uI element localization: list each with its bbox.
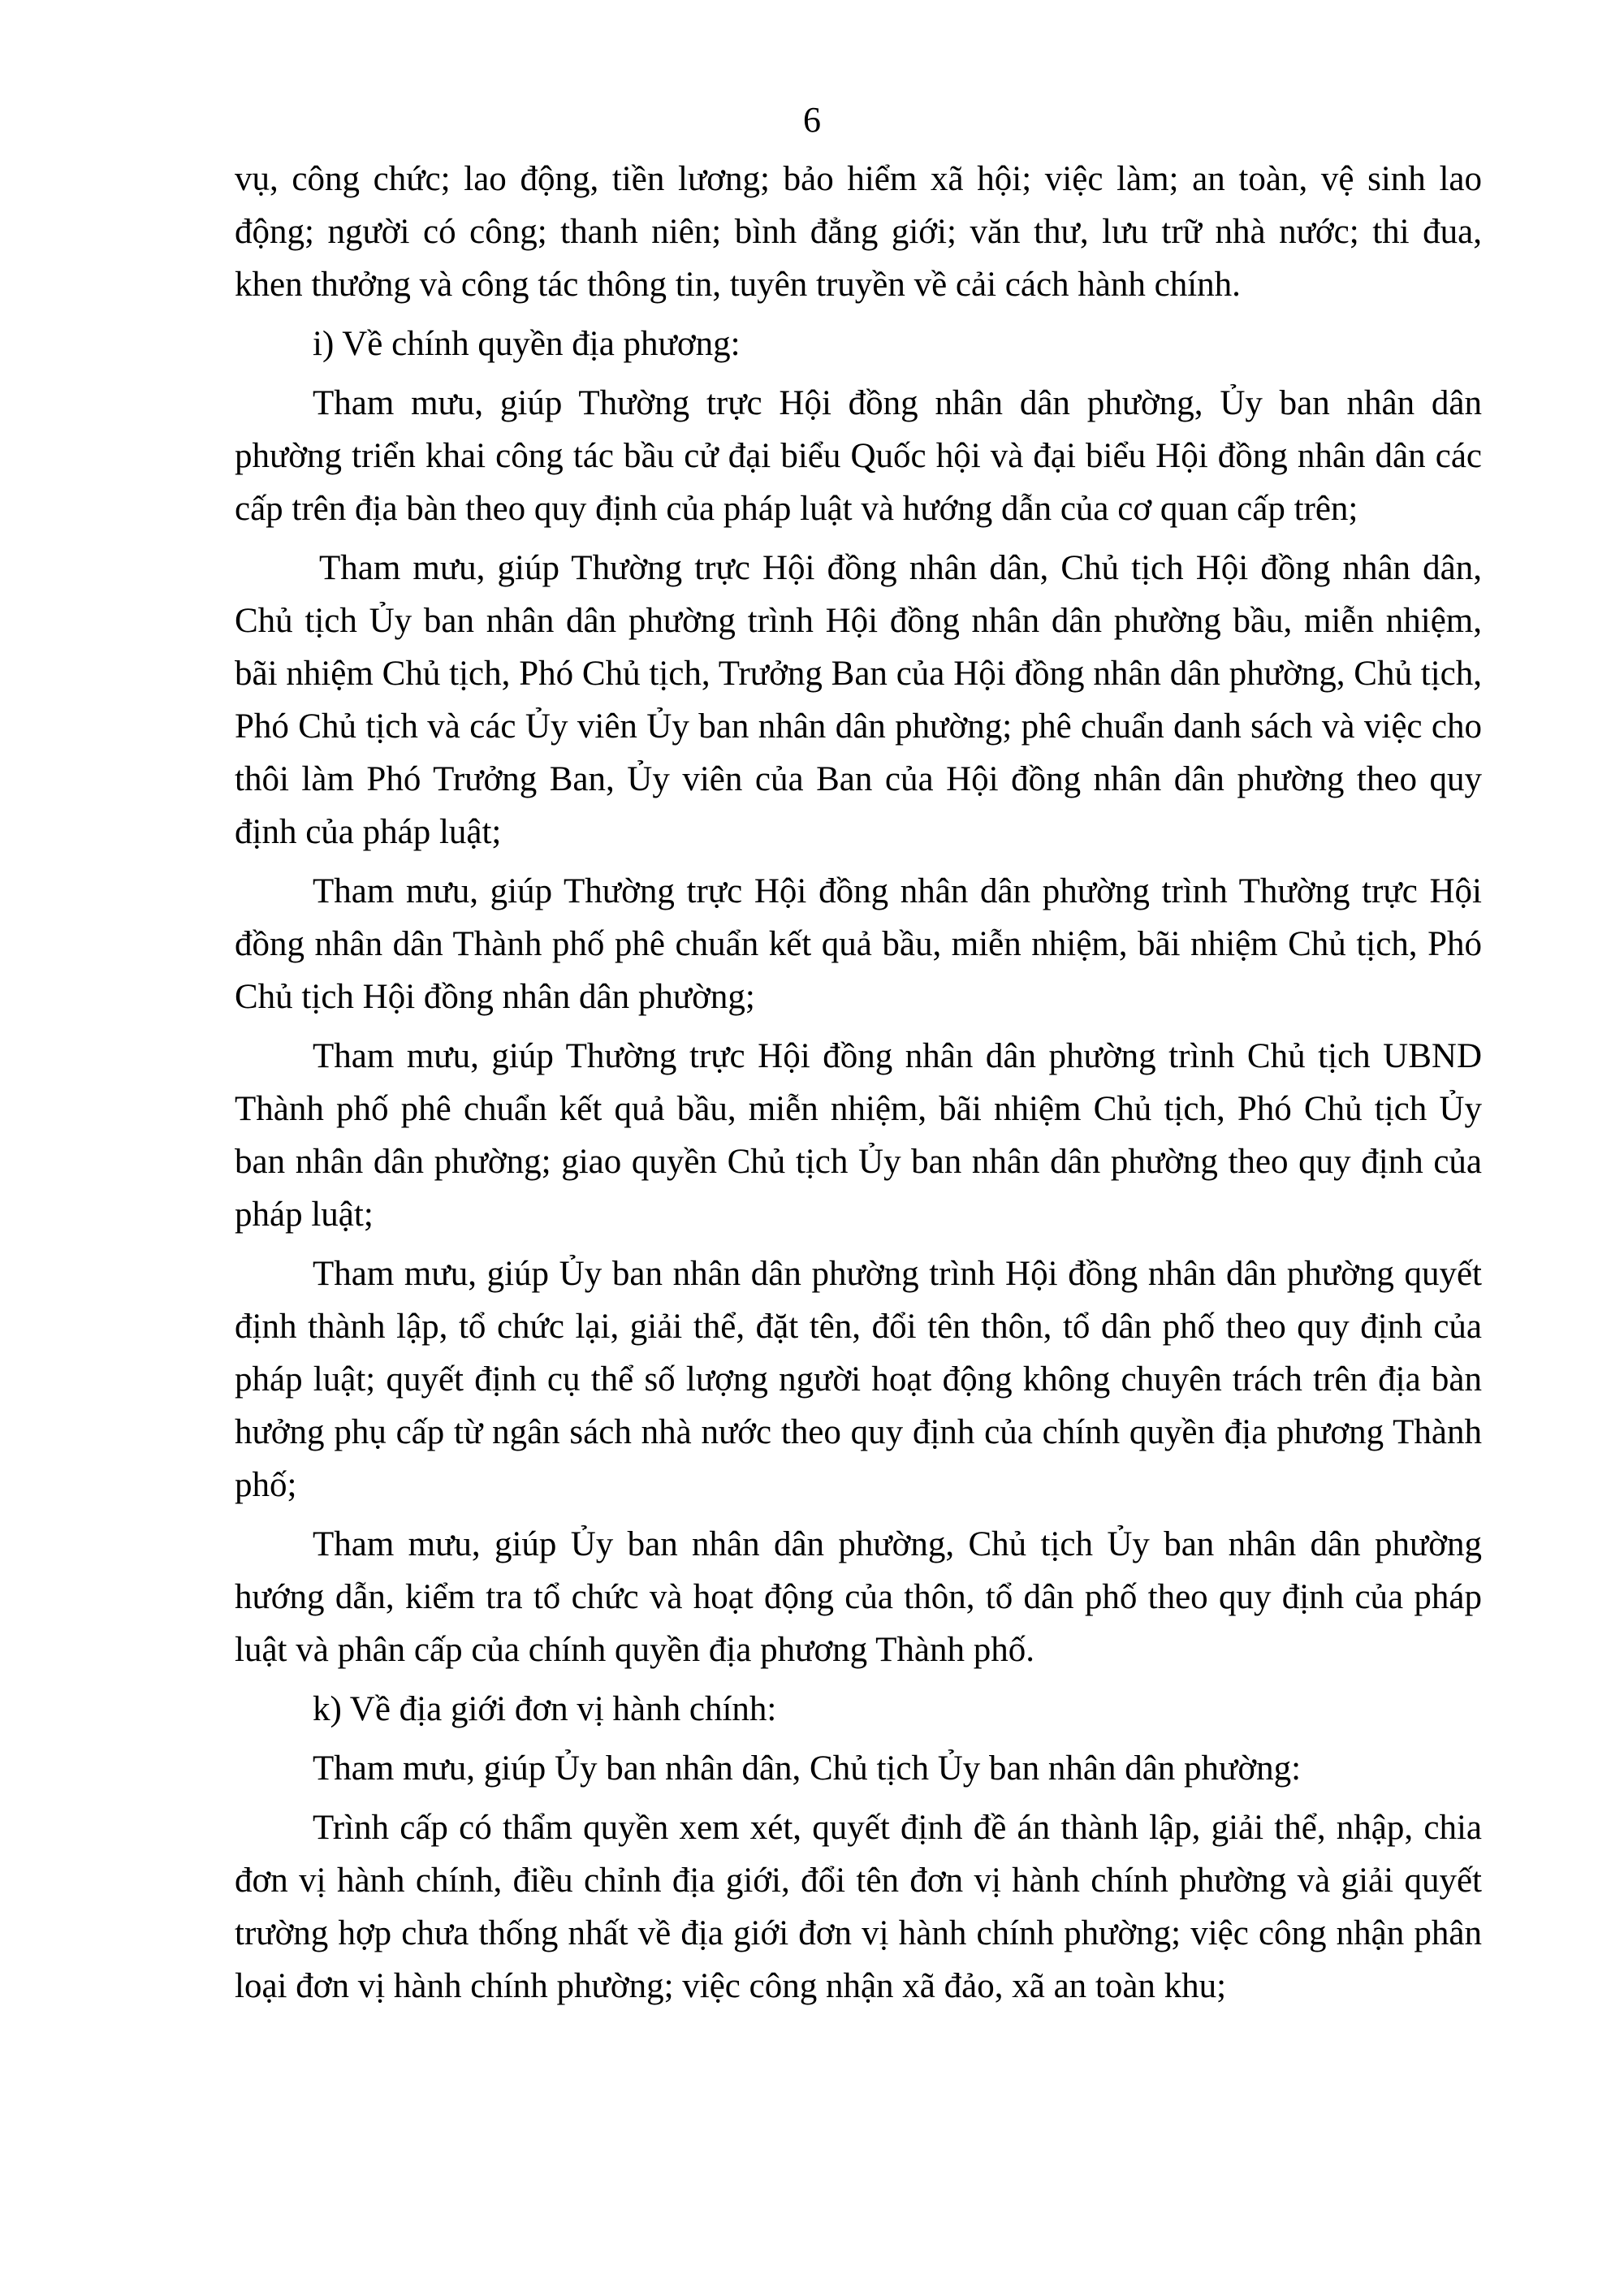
paragraph: Tham mưu, giúp Thường trực Hội đồng nhân dân phường trình Thường trực Hội đồng nhân dân Thành phố phê chuẩn kết quả bầu, miễn nhiệm, bãi nhiệm Chủ tịch, Phó Chủ tịch Hội đồng nhân dân phường; [235,872,1482,1016]
document-body [235,153,1482,2019]
paragraph: Tham mưu, giúp Thường trực Hội đồng nhân dân, Chủ tịch Hội đồng nhân dân, Chủ tịch Ủy ban nhân dân phường trình Hội đồng nhân dân phường bầu, miễn nhiệm, bãi nhiệm Chủ tịch, Phó Chủ tịch, Trưởng Ban của Hội đồng nhân dân phường, Chủ tịch, Phó Chủ tịch và các Ủy viên Ủy ban nhân dân phường; phê chuẩn danh sách và việc cho thôi làm Phó Trưởng Ban, Ủy viên của Ban của Hội đồng nhân dân phường theo quy định của pháp luật; [235,549,1482,851]
paragraph: Tham mưu, giúp Ủy ban nhân dân phường, Chủ tịch Ủy ban nhân dân phường hướng dẫn, kiểm tra tổ chức và hoạt động của thôn, tổ dân phố theo quy định của pháp luật và phân cấp của chính quyền địa phương Thành phố. [235,1525,1482,1669]
paragraph: Trình cấp có thẩm quyền xem xét, quyết định đề án thành lập, giải thể, nhập, chia đơn vị hành chính, điều chỉnh địa giới, đổi tên đơn vị hành chính phường và giải quyết trường hợp chưa thống nhất về địa giới đơn vị hành chính phường; việc công nhận phân loại đơn vị hành chính phường; việc công nhận xã đảo, xã an toàn khu; [235,1809,1482,2005]
paragraph: Tham mưu, giúp Ủy ban nhân dân, Chủ tịch Ủy ban nhân dân phường: [313,1749,1302,1788]
section-heading-administrative-boundary: k) Về địa giới đơn vị hành chính: [313,1690,777,1728]
paragraph: Tham mưu, giúp Thường trực Hội đồng nhân dân phường, Ủy ban nhân dân phường triển khai công tác bầu cử đại biểu Quốc hội và đại biểu Hội đồng nhân dân các cấp trên địa bàn theo quy định của pháp luật và hướng dẫn của cơ quan cấp trên; [235,384,1482,528]
paragraph: Tham mưu, giúp Ủy ban nhân dân phường trình Hội đồng nhân dân phường quyết định thành lập, tổ chức lại, giải thể, đặt tên, đổi tên thôn, tổ dân phố theo quy định của pháp luật; quyết định cụ thể số lượng người hoạt động không chuyên trách trên địa bàn hưởng phụ cấp từ ngân sách nhà nước theo quy định của chính quyền địa phương Thành phố; [235,1255,1482,1504]
paragraph-continuation: vụ, công chức; lao động, tiền lương; bảo hiểm xã hội; việc làm; an toàn, vệ sinh lao động; người có công; thanh niên; bình đẳng giới; văn thư, lưu trữ nhà nước; thi đua, khen thưởng và công tác thông tin, tuyên truyền về cải cách hành chính. [235,160,1482,304]
paragraph: Tham mưu, giúp Thường trực Hội đồng nhân dân phường trình Chủ tịch UBND Thành phố phê chuẩn kết quả bầu, miễn nhiệm, bãi nhiệm Chủ tịch, Phó Chủ tịch Ủy ban nhân dân phường; giao quyền Chủ tịch Ủy ban nhân dân phường theo quy định của pháp luật; [235,1037,1482,1234]
section-heading-local-government: i) Về chính quyền địa phương: [313,325,741,363]
page-number: 6 [803,100,821,140]
